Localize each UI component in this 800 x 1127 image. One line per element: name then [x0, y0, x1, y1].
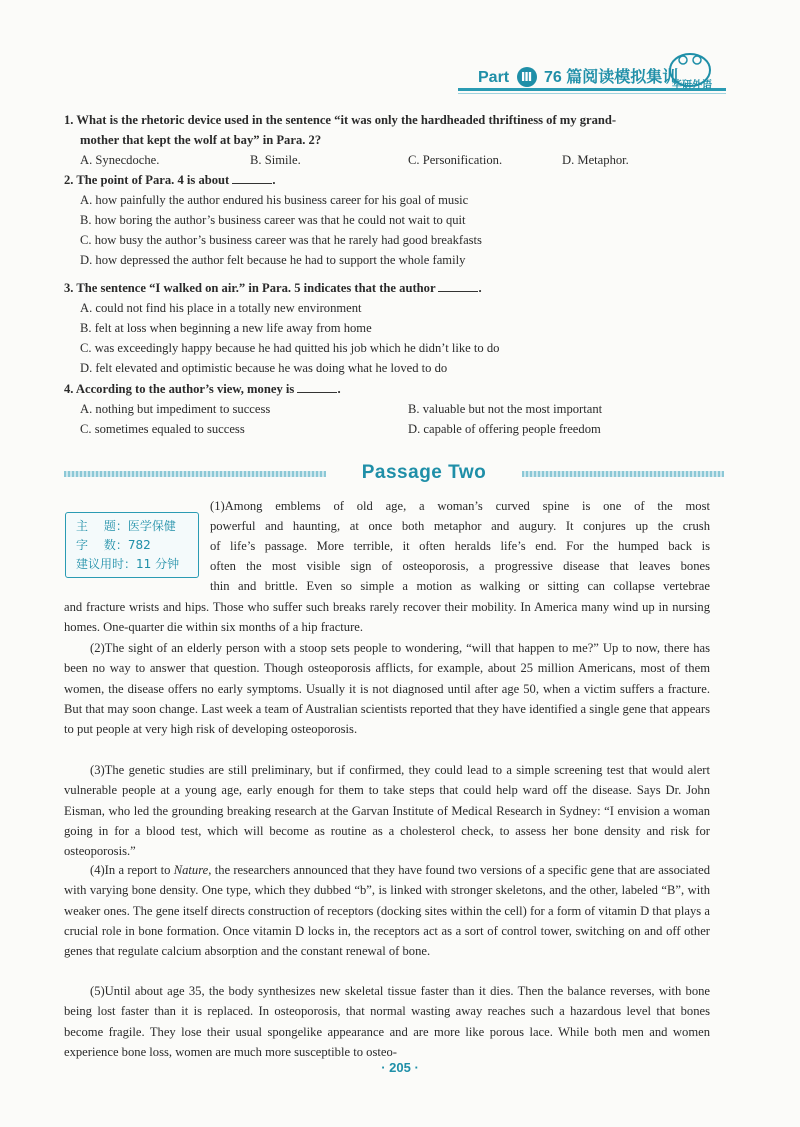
- q3-option-a[interactable]: A. could not find his place in a totally new environment: [80, 301, 362, 315]
- question-1-stem: 1. What is the rhetoric device used in the sentence “it was only the hardheaded thriftiness of my grand-: [64, 113, 617, 127]
- paragraph-4-part-a: (4)In a report to: [90, 863, 174, 877]
- part-prefix: Part: [478, 69, 510, 86]
- part-roman-numeral: Ⅲ: [517, 67, 537, 87]
- paragraph-4-part-b: , the researchers announced that they have found two versions of a specific gene that are associated with varying bone density. One type, which they dubbed “b”, is linked with stronger skeletons, and the other, labeled “B”, with weaker ones. The gene itself directs construction of receptors (docking sites within the cell) for a form of vitamin D that plays a crucial role in bone formation. Once vitamin D locks in, the receptors act as a sort of control tower, switching on and off other genes that regulate calcium absorption and the constant renewal of bone.: [64, 863, 710, 959]
- q2-option-d[interactable]: D. how depressed the author felt because he had to support the whole family: [80, 253, 466, 267]
- part-title: 76 篇阅读模拟集训: [544, 69, 679, 86]
- q4-option-b[interactable]: B. valuable but not the most important: [408, 402, 603, 416]
- passage-title: Passage Two: [361, 462, 487, 483]
- journal-name: Nature: [173, 863, 209, 877]
- question-4-stem-wrap: 4. According to the author’s view, money is .: [64, 382, 341, 396]
- passage-title-bar: [64, 462, 724, 486]
- q1-option-d[interactable]: D. Metaphor.: [562, 153, 629, 167]
- q2-option-c[interactable]: C. how busy the author’s business career was that he rarely had good breakfasts: [80, 233, 482, 247]
- question-3-stem-wrap: 3. The sentence “I walked on air.” in Para. 5 indicates that the author .: [64, 281, 482, 295]
- title-stripe-left: [64, 471, 326, 477]
- q2-option-b[interactable]: B. how boring the author’s business career was that he could not wait to quit: [80, 213, 466, 227]
- answer-blank: [232, 171, 272, 184]
- paragraph-1-line-1: (1)Among emblems of old age, a woman’s curved spine is one of the most: [210, 499, 710, 513]
- paragraph-1-line-5: thin and brittle. Even so simple a motion as walking or sitting can collapse vertebrae: [210, 579, 710, 593]
- paragraph-2: (2)The sight of an elderly person with a stoop sets people to wondering, “will that happen to me?” Up to now, there has been no way to answer that question. Though osteoporosis afflicts, for example, about 25 million Americans, most of them women, the disease offers no early symptoms. Usually it is not diagnosed until after age 50, when a victim suffers a fracture. But that may soon change. Last week a team of Australian scientists reported that they have identified a single gene that appears to put people at very high risk of developing osteoporosis.: [64, 641, 710, 737]
- q1-option-a[interactable]: A. Synecdoche.: [80, 153, 160, 167]
- q4-option-a[interactable]: A. nothing but impediment to success: [80, 402, 271, 416]
- title-stripe-right: [522, 471, 724, 477]
- passage-info-box: [65, 512, 199, 578]
- part-label: [478, 64, 678, 87]
- info-topic: 主 题：医学保健: [76, 519, 176, 533]
- paragraph-1-rest: and fracture wrists and hips. Those who suffer such breaks rarely recover their mobility. In America many wind up in nursing homes. One-quarter die within six months of a hip fracture.: [64, 600, 710, 635]
- brand-logo-text: 华研外语: [672, 80, 712, 91]
- question-1-stem-cont: mother that kept the wolf at bay” in Para. 2?: [80, 133, 322, 147]
- q4-option-d[interactable]: D. capable of offering people freedom: [408, 422, 601, 436]
- answer-blank: [438, 279, 478, 292]
- paragraph-4: [64, 860, 710, 961]
- paragraph-3: (3)The genetic studies are still preliminary, but if confirmed, they could lead to a simple screening test that would alert vulnerable people at a young age, early enough for them to take steps that could help ward off the disease. Says Dr. John Eisman, who led the grounding breaking research at the Garvan Institute of Medical Research in Sydney: “I envision a woman going in for a blood test, which will become as routine as a cholesterol check, to assess her bone density and risk for osteoporosis.”: [64, 763, 710, 859]
- answer-blank: [297, 380, 337, 393]
- info-suggested-time: 建议用时：11 分钟: [76, 557, 180, 571]
- question-4-stem: 4. According to the author’s view, money is: [64, 382, 295, 396]
- q4-option-c[interactable]: C. sometimes equaled to success: [80, 422, 245, 436]
- paragraph-1-line-3: of life’s passage. More terrible, it often heralds life’s end. For the humped back is: [210, 539, 710, 553]
- q2-option-a[interactable]: A. how painfully the author endured his business career for his goal of music: [80, 193, 469, 207]
- q3-option-d[interactable]: D. felt elevated and optimistic because he was doing what he loved to do: [80, 361, 448, 375]
- page-number: · 205 ·: [381, 1060, 419, 1075]
- paragraph-1-line-2: powerful and haunting, at once both metaphor and augury. It conjures up the crush: [210, 519, 710, 533]
- question-2-stem-wrap: 2. The point of Para. 4 is about .: [64, 173, 276, 187]
- info-word-count: 字 数：782: [76, 538, 151, 552]
- paragraph-1-line-4: often the most visible sign of osteoporosis, a progressive disease that leaves bones: [210, 559, 710, 573]
- question-2-stem: 2. The point of Para. 4 is about: [64, 173, 230, 187]
- question-3-stem: 3. The sentence “I walked on air.” in Para. 5 indicates that the author: [64, 281, 436, 295]
- q3-option-b[interactable]: B. felt at loss when beginning a new life away from home: [80, 321, 372, 335]
- q1-option-b[interactable]: B. Simile.: [250, 153, 301, 167]
- paragraph-5: (5)Until about age 35, the body synthesizes new skeletal tissue faster than it dies. Then the balance reverses, with bone being lost faster than it is replaced. In osteoporosis, that normal wasting away reaches such a hazardous level that bones become fragile. They lose their usual spongelike appearance and are more like porous lace. While both men and women experience bone loss, women are much more susceptible to osteo-: [64, 984, 710, 1059]
- q1-option-c[interactable]: C. Personification.: [408, 153, 503, 167]
- page-header: [0, 0, 800, 110]
- q3-option-c[interactable]: C. was exceedingly happy because he had quitted his job which he didn’t like to do: [80, 341, 500, 355]
